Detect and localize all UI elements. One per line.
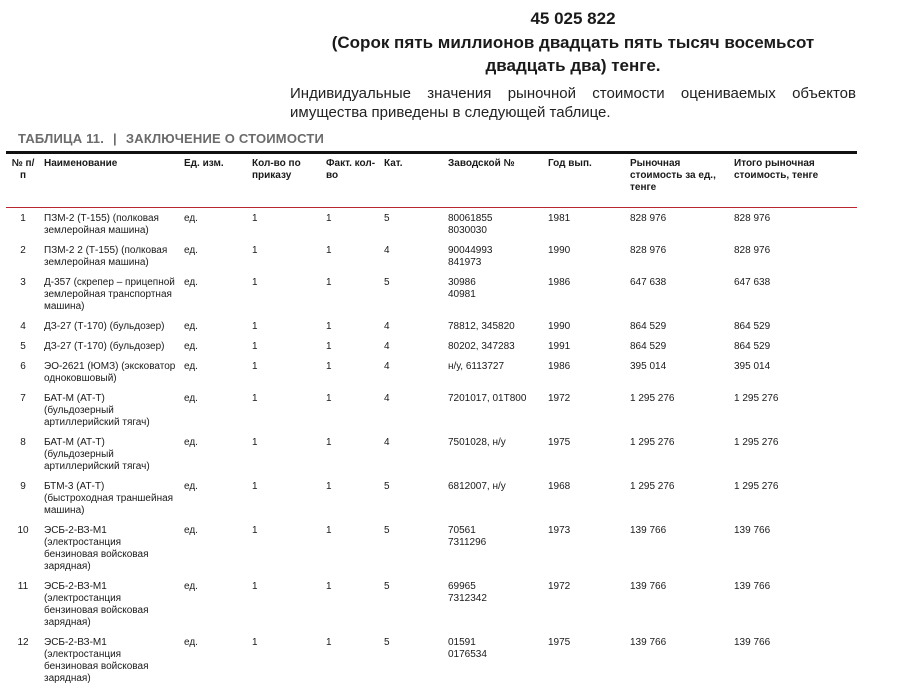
cell-serial-number: 01591 0176534 <box>444 634 544 690</box>
cell-unit: ед. <box>180 390 248 434</box>
cell-total-price: 395 014 <box>730 358 857 390</box>
total-amount: 45 025 822 <box>290 8 856 29</box>
cell-year: 1986 <box>544 358 626 390</box>
cell-qty-order: 1 <box>248 358 322 390</box>
cell-row-index: 10 <box>6 522 40 578</box>
cell-year: 1968 <box>544 478 626 522</box>
cell-qty-order: 1 <box>248 208 322 243</box>
cell-unit: ед. <box>180 208 248 243</box>
header-index: № п/п <box>6 153 40 208</box>
cell-qty-fact: 1 <box>322 338 380 358</box>
cell-total-price: 864 529 <box>730 338 857 358</box>
cell-row-index: 8 <box>6 434 40 478</box>
header-unit: Ед. изм. <box>180 153 248 208</box>
cell-qty-order: 1 <box>248 578 322 634</box>
table-row <box>6 242 857 274</box>
cell-unit: ед. <box>180 478 248 522</box>
cell-serial-number: 6812007, н/у <box>444 478 544 522</box>
cell-category: 5 <box>380 208 444 243</box>
table-row <box>6 358 857 390</box>
table-row <box>6 208 857 243</box>
cell-total-price: 647 638 <box>730 274 857 318</box>
cell-qty-order: 1 <box>248 434 322 478</box>
cell-item-name: ЭО-2621 (ЮМЗ) (эксковатор одноковшовый) <box>40 358 180 390</box>
table-row <box>6 478 857 522</box>
table-row <box>6 578 857 634</box>
header-year: Год вып. <box>544 153 626 208</box>
cell-qty-order: 1 <box>248 338 322 358</box>
cell-category: 5 <box>380 634 444 690</box>
cell-unit-price: 395 014 <box>626 358 730 390</box>
cell-year: 1991 <box>544 338 626 358</box>
table-row <box>6 274 857 318</box>
cell-unit-price: 828 976 <box>626 208 730 243</box>
cell-serial-number: 78812, 345820 <box>444 318 544 338</box>
cell-category: 5 <box>380 522 444 578</box>
cell-unit-price: 139 766 <box>626 578 730 634</box>
cell-year: 1975 <box>544 634 626 690</box>
header-serial: Заводской № <box>444 153 544 208</box>
cell-unit: ед. <box>180 522 248 578</box>
cell-serial-number: 69965 7312342 <box>444 578 544 634</box>
cell-item-name: ПЗМ-2 (Т-155) (полковая землеройная машина) <box>40 208 180 243</box>
table-row <box>6 522 857 578</box>
cell-qty-fact: 1 <box>322 478 380 522</box>
cell-item-name: ПЗМ-2 2 (Т-155) (полковая землеройная машина) <box>40 242 180 274</box>
cell-serial-number: 7501028, н/у <box>444 434 544 478</box>
cell-unit-price: 139 766 <box>626 522 730 578</box>
cell-qty-fact: 1 <box>322 208 380 243</box>
cell-total-price: 1 295 276 <box>730 478 857 522</box>
total-amount-in-words: (Сорок пять миллионов двадцать пять тысяч восемьсот двадцать два) тенге. <box>290 31 856 77</box>
cell-qty-order: 1 <box>248 390 322 434</box>
cell-category: 4 <box>380 242 444 274</box>
cell-unit-price: 1 295 276 <box>626 478 730 522</box>
cell-serial-number: 80202, 347283 <box>444 338 544 358</box>
valuation-table <box>6 151 857 690</box>
table-header-row <box>6 153 857 208</box>
intro-paragraph: Индивидуальные значения рыночной стоимости оцениваемых объектов имущества приведены в следующей таблице. <box>290 84 856 122</box>
cell-item-name: ЭСБ-2-ВЗ-М1 (электростанция бензиновая войсковая зарядная) <box>40 522 180 578</box>
cell-row-index: 7 <box>6 390 40 434</box>
cell-category: 5 <box>380 478 444 522</box>
header-name: Наименование <box>40 153 180 208</box>
cell-year: 1990 <box>544 242 626 274</box>
cell-qty-fact: 1 <box>322 634 380 690</box>
cell-category: 4 <box>380 390 444 434</box>
cell-qty-fact: 1 <box>322 522 380 578</box>
cell-total-price: 828 976 <box>730 242 857 274</box>
cell-total-price: 828 976 <box>730 208 857 243</box>
cell-unit: ед. <box>180 274 248 318</box>
cell-item-name: БТМ-3 (АТ-Т) (быстроходная траншейная машина) <box>40 478 180 522</box>
cell-row-index: 9 <box>6 478 40 522</box>
cell-year: 1986 <box>544 274 626 318</box>
cell-year: 1981 <box>544 208 626 243</box>
table-row <box>6 318 857 338</box>
cell-qty-order: 1 <box>248 634 322 690</box>
cell-qty-fact: 1 <box>322 390 380 434</box>
cell-row-index: 2 <box>6 242 40 274</box>
cell-unit-price: 828 976 <box>626 242 730 274</box>
cell-row-index: 4 <box>6 318 40 338</box>
cell-unit: ед. <box>180 242 248 274</box>
cell-item-name: БАТ-М (АТ-Т) (бульдозерный артиллерийский тягач) <box>40 390 180 434</box>
cell-unit-price: 647 638 <box>626 274 730 318</box>
table-row <box>6 338 857 358</box>
cell-row-index: 11 <box>6 578 40 634</box>
header-qty-fact: Факт. кол-во <box>322 153 380 208</box>
cell-qty-order: 1 <box>248 274 322 318</box>
cell-total-price: 1 295 276 <box>730 434 857 478</box>
cell-category: 4 <box>380 358 444 390</box>
cell-unit: ед. <box>180 318 248 338</box>
cell-qty-fact: 1 <box>322 578 380 634</box>
header-unit-price: Рыночная стоимость за ед., тенге <box>626 153 730 208</box>
cell-serial-number: н/у, 6113727 <box>444 358 544 390</box>
cell-item-name: БАТ-М (АТ-Т) (бульдозерный артиллерийский тягач) <box>40 434 180 478</box>
table-caption-number: ТАБЛИЦА 11. <box>18 131 104 146</box>
table-row <box>6 434 857 478</box>
cell-row-index: 1 <box>6 208 40 243</box>
cell-item-name: ЭСБ-2-ВЗ-М1 (электростанция бензиновая войсковая зарядная) <box>40 634 180 690</box>
cell-row-index: 3 <box>6 274 40 318</box>
cell-total-price: 139 766 <box>730 578 857 634</box>
cell-unit-price: 864 529 <box>626 318 730 338</box>
cell-qty-order: 1 <box>248 318 322 338</box>
cell-category: 4 <box>380 434 444 478</box>
cell-unit: ед. <box>180 634 248 690</box>
table-caption-title: ЗАКЛЮЧЕНИЕ О СТОИМОСТИ <box>126 131 324 146</box>
cell-total-price: 1 295 276 <box>730 390 857 434</box>
cell-unit-price: 864 529 <box>626 338 730 358</box>
cell-qty-fact: 1 <box>322 274 380 318</box>
cell-unit: ед. <box>180 338 248 358</box>
cell-year: 1975 <box>544 434 626 478</box>
cell-qty-order: 1 <box>248 478 322 522</box>
cell-category: 5 <box>380 578 444 634</box>
cell-total-price: 139 766 <box>730 522 857 578</box>
cell-year: 1972 <box>544 390 626 434</box>
cell-category: 4 <box>380 318 444 338</box>
cell-qty-fact: 1 <box>322 358 380 390</box>
cell-unit-price: 139 766 <box>626 634 730 690</box>
cell-qty-order: 1 <box>248 242 322 274</box>
cell-year: 1973 <box>544 522 626 578</box>
valuation-table-container <box>6 151 857 690</box>
cell-total-price: 139 766 <box>730 634 857 690</box>
header-qty-order: Кол-во по приказу <box>248 153 322 208</box>
cell-row-index: 12 <box>6 634 40 690</box>
cell-unit-price: 1 295 276 <box>626 434 730 478</box>
cell-qty-order: 1 <box>248 522 322 578</box>
cell-qty-fact: 1 <box>322 242 380 274</box>
table-row <box>6 634 857 690</box>
cell-unit: ед. <box>180 578 248 634</box>
cell-unit-price: 1 295 276 <box>626 390 730 434</box>
cell-serial-number: 90044993 841973 <box>444 242 544 274</box>
header-total: Итого рыночная стоимость, тенге <box>730 153 857 208</box>
cell-serial-number: 80061855 8030030 <box>444 208 544 243</box>
cell-total-price: 864 529 <box>730 318 857 338</box>
cell-qty-fact: 1 <box>322 434 380 478</box>
cell-row-index: 6 <box>6 358 40 390</box>
cell-year: 1990 <box>544 318 626 338</box>
table-body <box>6 208 857 690</box>
cell-year: 1972 <box>544 578 626 634</box>
cell-row-index: 5 <box>6 338 40 358</box>
cell-serial-number: 7201017, 01Т800 <box>444 390 544 434</box>
cell-item-name: ДЗ-27 (Т-170) (бульдозер) <box>40 318 180 338</box>
table-row <box>6 390 857 434</box>
table-caption <box>18 131 324 146</box>
cell-item-name: ЭСБ-2-ВЗ-М1 (электростанция бензиновая войсковая зарядная) <box>40 578 180 634</box>
cell-qty-fact: 1 <box>322 318 380 338</box>
cell-unit: ед. <box>180 434 248 478</box>
cell-serial-number: 30986 40981 <box>444 274 544 318</box>
header-category: Кат. <box>380 153 444 208</box>
table-caption-separator: | <box>113 131 117 146</box>
cell-serial-number: 70561 7311296 <box>444 522 544 578</box>
cell-item-name: Д-357 (скрепер – прицепной землеройная транспортная машина) <box>40 274 180 318</box>
cell-category: 4 <box>380 338 444 358</box>
cell-category: 5 <box>380 274 444 318</box>
cell-item-name: ДЗ-27 (Т-170) (бульдозер) <box>40 338 180 358</box>
cell-unit: ед. <box>180 358 248 390</box>
